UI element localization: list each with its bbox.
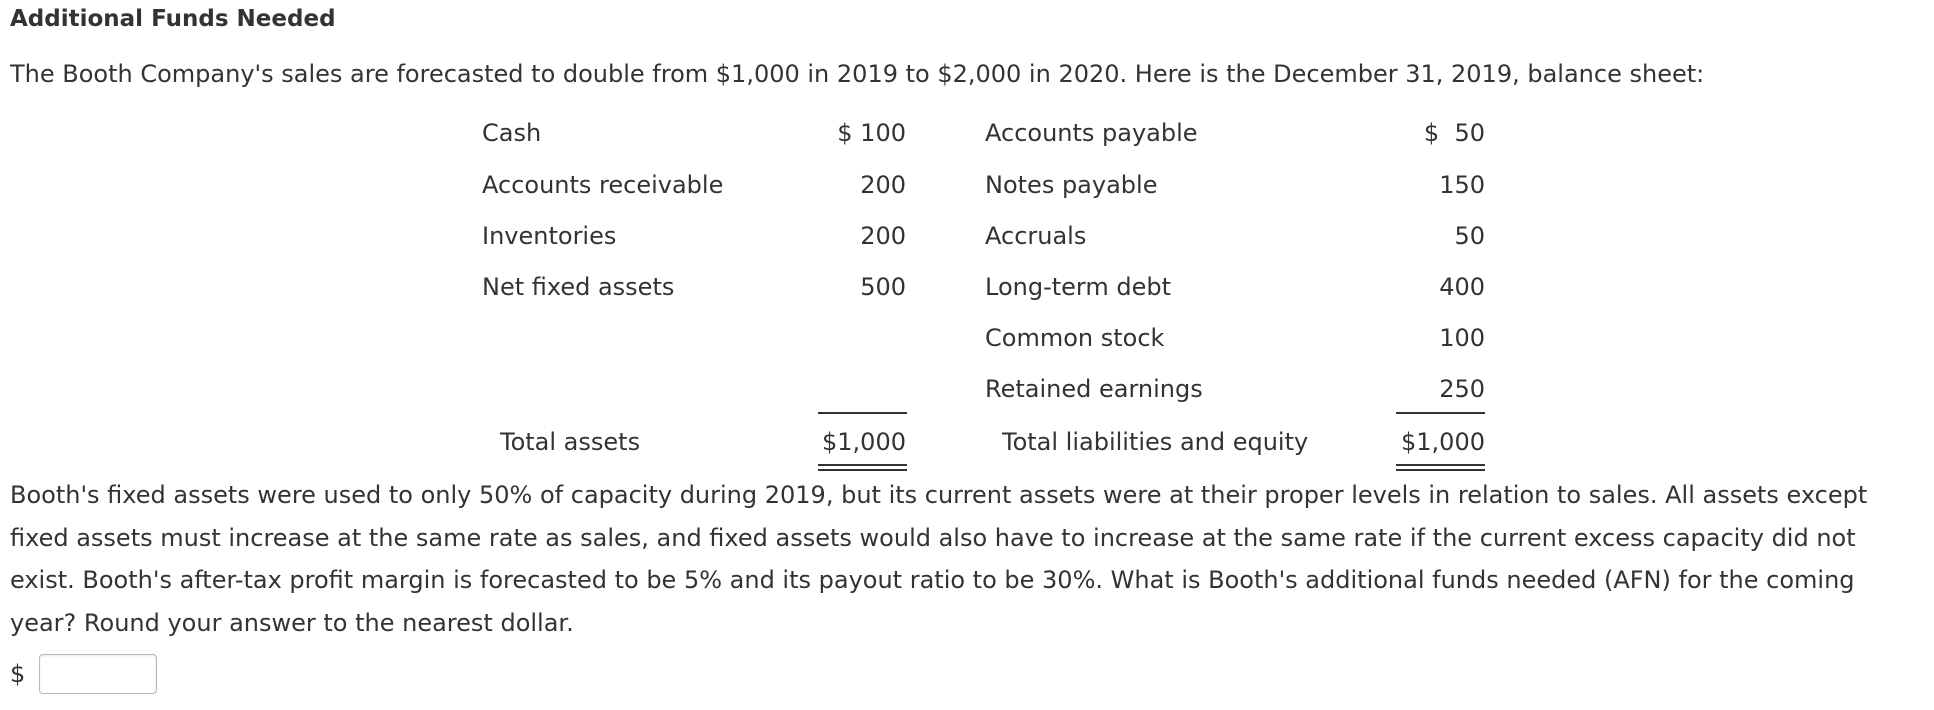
- liability-label-accounts-payable: Accounts payable: [985, 119, 1198, 147]
- problem-title: Additional Funds Needed: [10, 6, 336, 32]
- liability-label-notes-payable: Notes payable: [985, 171, 1158, 199]
- total-assets-value: $1,000: [822, 428, 906, 456]
- liabilities-total-double-rule: [1396, 464, 1485, 471]
- answer-row: [10, 654, 157, 694]
- liability-label-retained-earnings: Retained earnings: [985, 375, 1203, 403]
- question-text: Booth's fixed assets were used to only 50% of capacity during 2019, but its current assets were at their proper levels in relation to sales. All assets except fixed assets must increase at the same rate as sales, and fixed assets would also have to increase at the same rate if the current excess capacity did not exist. Booth's after-tax profit margin is forecasted to be 5% and its payout ratio to be 30%. What is Booth's additional funds needed (AFN) for the coming year? Round your answer to the nearest dollar.: [10, 481, 1868, 637]
- asset-label-inventories: Inventories: [482, 222, 617, 250]
- afn-answer-input[interactable]: [39, 654, 157, 694]
- currency-symbol: $: [10, 660, 26, 688]
- total-liabilities-label: Total liabilities and equity: [1002, 428, 1309, 456]
- asset-value-inventories: 200: [860, 222, 906, 250]
- liability-label-common-stock: Common stock: [985, 324, 1165, 352]
- liability-value-retained-earnings: 250: [1439, 375, 1485, 403]
- asset-label-receivables: Accounts receivable: [482, 171, 724, 199]
- asset-value-receivables: 200: [860, 171, 906, 199]
- liability-value-notes-payable: 150: [1439, 171, 1485, 199]
- liabilities-subtotal-rule: [1396, 412, 1485, 414]
- liability-label-accruals: Accruals: [985, 222, 1087, 250]
- liability-label-long-term-debt: Long-term debt: [985, 273, 1172, 301]
- assets-total-double-rule: [818, 464, 907, 471]
- liability-value-common-stock: 100: [1439, 324, 1485, 352]
- liability-value-long-term-debt: 400: [1439, 273, 1485, 301]
- asset-label-fixed: Net fixed assets: [482, 273, 675, 301]
- assets-subtotal-rule: [818, 412, 907, 414]
- liability-value-accounts-payable: $ 50: [1423, 119, 1485, 147]
- liability-value-accruals: 50: [1454, 222, 1485, 250]
- asset-value-fixed: 500: [860, 273, 906, 301]
- intro-text: The Booth Company's sales are forecasted to double from $1,000 in 2019 to $2,000 in 2020. Here is the December 31, 2019, balance sheet:: [10, 60, 1705, 88]
- total-assets-label: Total assets: [500, 428, 641, 456]
- asset-label-cash: Cash: [482, 119, 542, 147]
- total-liabilities-value: $1,000: [1401, 428, 1485, 456]
- asset-value-cash: $ 100: [837, 119, 906, 147]
